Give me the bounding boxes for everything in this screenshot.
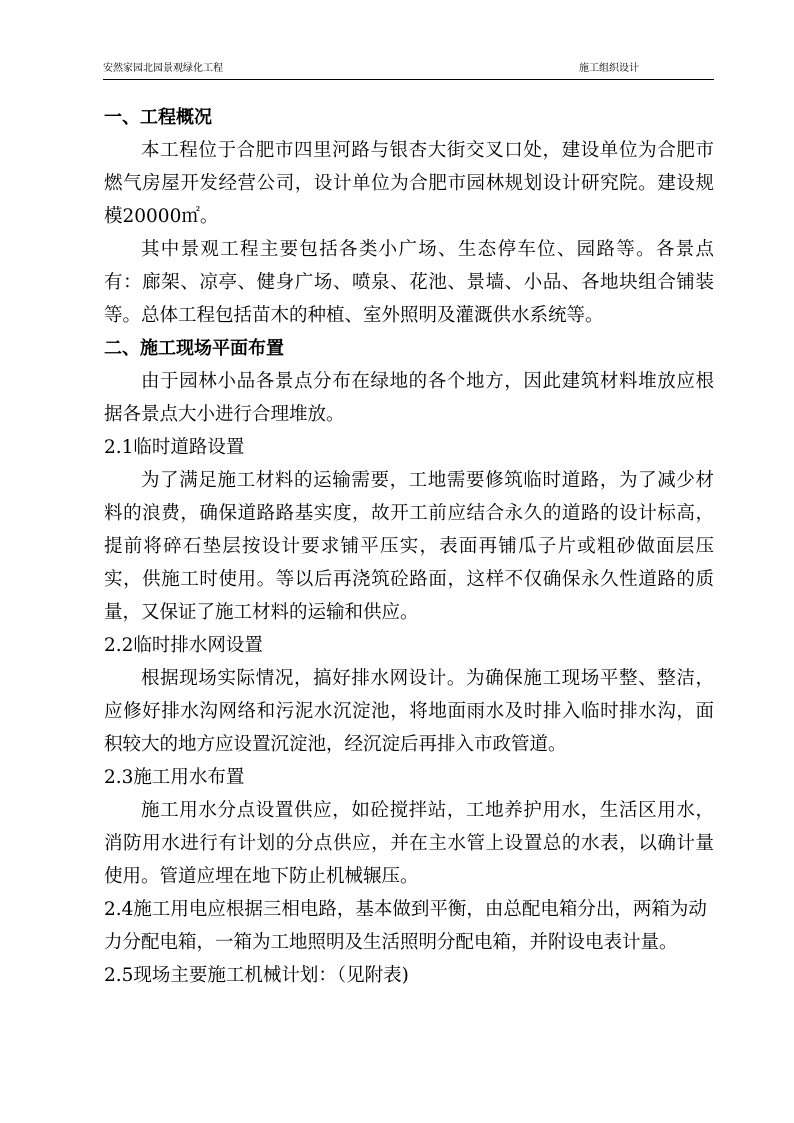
subsection-2-3-heading: 2.3施工用水布置: [104, 767, 245, 788]
subsection-2-2-heading: 2.2临时排水网设置: [104, 635, 263, 656]
subsection-2-1-paragraph: 为了满足施工材料的运输需要，工地需要修筑临时道路，为了减少材料的浪费，确保道路路基实度，故开工前应结合永久的道路的设计标高，提前将碎石垫层按设计要求铺平压实，表面再铺瓜子片或粗砂做面层压实，供施工时使用。等以后再浇筑砼路面，这样不仅确保永久性道路的质量，又保证了施工材料的运输和供应。: [104, 470, 714, 623]
header-doc-type: 施工组织设计: [579, 63, 639, 74]
subsection-2-4-text: 2.4施工用电应根据三相电路，基本做到平衡，由总配电箱分出，两箱为动力分配电箱，一箱为工地照明及生活照明分配电箱，并附设电表计量。: [104, 899, 707, 953]
section-1-paragraph-1: 本工程位于合肥市四里河路与银杏大街交叉口处，建设单位为合肥市燃气房屋开发经营公司，设计单位为合肥市园林规划设计研究院。建设规模20000㎡。: [104, 140, 714, 227]
section-1-heading: 一、工程概况: [104, 107, 212, 128]
subsection-2-1-heading: 2.1临时道路设置: [104, 437, 245, 458]
page-header: [103, 60, 714, 78]
section-2-paragraph-1: 由于园林小品各景点分布在绿地的各个地方，因此建筑材料堆放应根据各景点大小进行合理堆放。: [104, 371, 714, 425]
document-body: [104, 101, 714, 992]
header-divider: [103, 79, 714, 80]
subsection-2-5-text: 2.5现场主要施工机械计划：（见附表): [104, 965, 409, 986]
subsection-2-2-paragraph: 根据现场实际情况，搞好排水网设计。为确保施工现场平整、整洁，应修好排水沟网络和污泥水沉淀池，将地面雨水及时排入临时排水沟，面积较大的地方应设置沉淀池，经沉淀后再排入市政管道。: [104, 668, 714, 755]
section-2-heading: 二、施工现场平面布置: [104, 338, 284, 359]
subsection-2-3-paragraph: 施工用水分点设置供应，如砼搅拌站，工地养护用水，生活区用水，消防用水进行有计划的分点供应，并在主水管上设置总的水表，以确计量使用。管道应埋在地下防止机械辗压。: [104, 800, 714, 887]
section-1-paragraph-2: 其中景观工程主要包括各类小广场、生态停车位、园路等。各景点有：廊架、凉亭、健身广场、喷泉、花池、景墙、小品、各地块组合铺装等。总体工程包括苗木的种植、室外照明及灌溉供水系统等。: [104, 239, 714, 326]
header-project-name: 安然家园北园景观绿化工程: [103, 63, 223, 74]
